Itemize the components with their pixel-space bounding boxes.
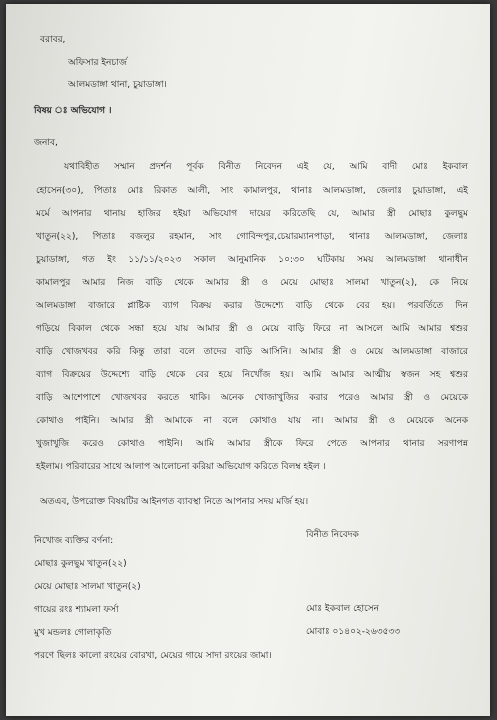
recipient-title: অফিসার ইনচার্জ bbox=[68, 58, 127, 68]
missing-person-2: মেয়ে মোছাঃ সালমা খাতুন(২) bbox=[34, 582, 141, 592]
body-line-4: খাতুন(২২), পিতাঃ বজলুর রহমান, সাং গোবিন্দপুর,চেয়ারম্যানপাড়া, থানাঃ আলমডাঙ্গা, জেলাঃ bbox=[36, 232, 468, 242]
recipient-station: আলমডাঙ্গা থানা, চুয়াডাঙ্গা। bbox=[68, 80, 167, 90]
complexion: গায়ের রংঃ শ্যামলা ফর্সা bbox=[34, 605, 119, 615]
missing-person-1: মোছাঃ কুলছুম খাতুন(২২) bbox=[34, 559, 127, 569]
body-line-7: আলমডাঙ্গা বাজারে প্লাষ্টিক ব্যাগ বিক্রয় করার উদ্দেশ্যে বাড়ি থেকে বের হয়। পরবর্তিতে দিন bbox=[36, 301, 468, 311]
signoff: বিনীত নিবেদক bbox=[306, 530, 359, 540]
body-line-5: চুয়াডাঙ্গা, গত ইং ১১/১১/২০২৩ সকাল আনুমানিক ১০:৩০ ঘটিকায় সময় আলমডাঙ্গা থানাধীন bbox=[36, 255, 468, 265]
face-shape: মুখ মন্ডলঃ গোলাকৃতি bbox=[34, 628, 112, 638]
closing-line: অতএব, উপরোক্ত বিষয়টির আইনগত ব্যাবস্থা নিতে আপনার সদয় মর্জি হয়। bbox=[40, 497, 309, 507]
body-line-10: ব্যাগ বিক্রয়ের উদ্দেশ্যে বাড়ি থেকে বের হয়ে নিখোঁজ হয়। আমি আমার আত্মীয় স্বজন সহ শ্বশুর bbox=[36, 370, 468, 380]
body-line-13: খুজাখুজি করেও কোথাও পাইনি। আমি আমার স্ত্রীকে ফিরে পেতে আপনার থানার সরণাপন্ন bbox=[36, 439, 468, 449]
body-line-6: কামালপুর আমার নিজ বাড়ি থেকে আমার স্ত্রী ও মেয়ে মোছাঃ সালমা খাতুন(২), কে নিয়ে bbox=[36, 278, 468, 288]
body-line-14: হইলাম। পরিবারের সাথে আলাপ আলোচনা করিয়া অভিযোগ করিতে বিলম্ব হইল । bbox=[36, 462, 326, 472]
complaint-letter-page bbox=[6, 4, 490, 716]
body-line-12: কোথাও পাইনি। আমার স্ত্রী আমাকে না বলে কোথাও যায় না। আমার স্ত্রী ও মেয়েকে অনেক bbox=[36, 416, 468, 426]
body-line-8: গড়িয়ে বিকাল থেকে সন্ধা হয়ে যায় আমার স্ত্রী ও মেয়ে বাড়ি ফিরে না আসলে আমি আমার শ্বশুর bbox=[36, 324, 468, 334]
missing-heading: নিখোজ ব্যক্তির বর্ণনা: bbox=[34, 536, 114, 546]
clothing: পরণে ছিলঃ কালো রংয়ের বোরখা, মেয়ের গায়ে সাদা রংয়ের জামা। bbox=[34, 651, 272, 661]
sender-name: মোঃ ইকবাল হোসেন bbox=[306, 604, 380, 614]
body-line-2: হোসেন(৩০), পিতাঃ মোঃ রিকাত আলী, সাং কামালপুর, থানাঃ আলমডাঙ্গা, জেলাঃ চুয়াডাঙ্গা, এই bbox=[36, 186, 468, 196]
to-label: বরাবর, bbox=[40, 35, 66, 45]
body-line-1: যথাবিহীত সম্মান প্রদর্শন পূর্বক বিনীত নিবেদন এই যে, আমি বাদী মোঃ ইকবাল bbox=[64, 162, 468, 172]
body-line-3: মর্মে আপনার থানায় হাজির হইয়া অভিযোগ দায়ের করিতেছি যে, আমার স্ত্রী মোছাঃ কুলছুম bbox=[36, 209, 468, 219]
body-line-9: বাড়ি খোজখবর করি কিন্তু তারা বলে তাদের বাড়ি আসিনি। আমার স্ত্রী ও মেয়ে আলমডাঙ্গা বাজারে bbox=[36, 347, 468, 357]
body-line-11: বাড়ি আশেপাশে খোজখবর করতে থাকি। অনেক খোজাখুজির করার পরেও আমার স্ত্রী ও মেয়েকে bbox=[36, 393, 468, 403]
subject-line: বিষয় ঃ অভিযোগ । bbox=[34, 106, 112, 116]
sender-mobile: মোবাঃ ০১৪০২-২৬৩৫৩৩ bbox=[306, 627, 401, 637]
salutation: জনাব, bbox=[34, 138, 58, 148]
